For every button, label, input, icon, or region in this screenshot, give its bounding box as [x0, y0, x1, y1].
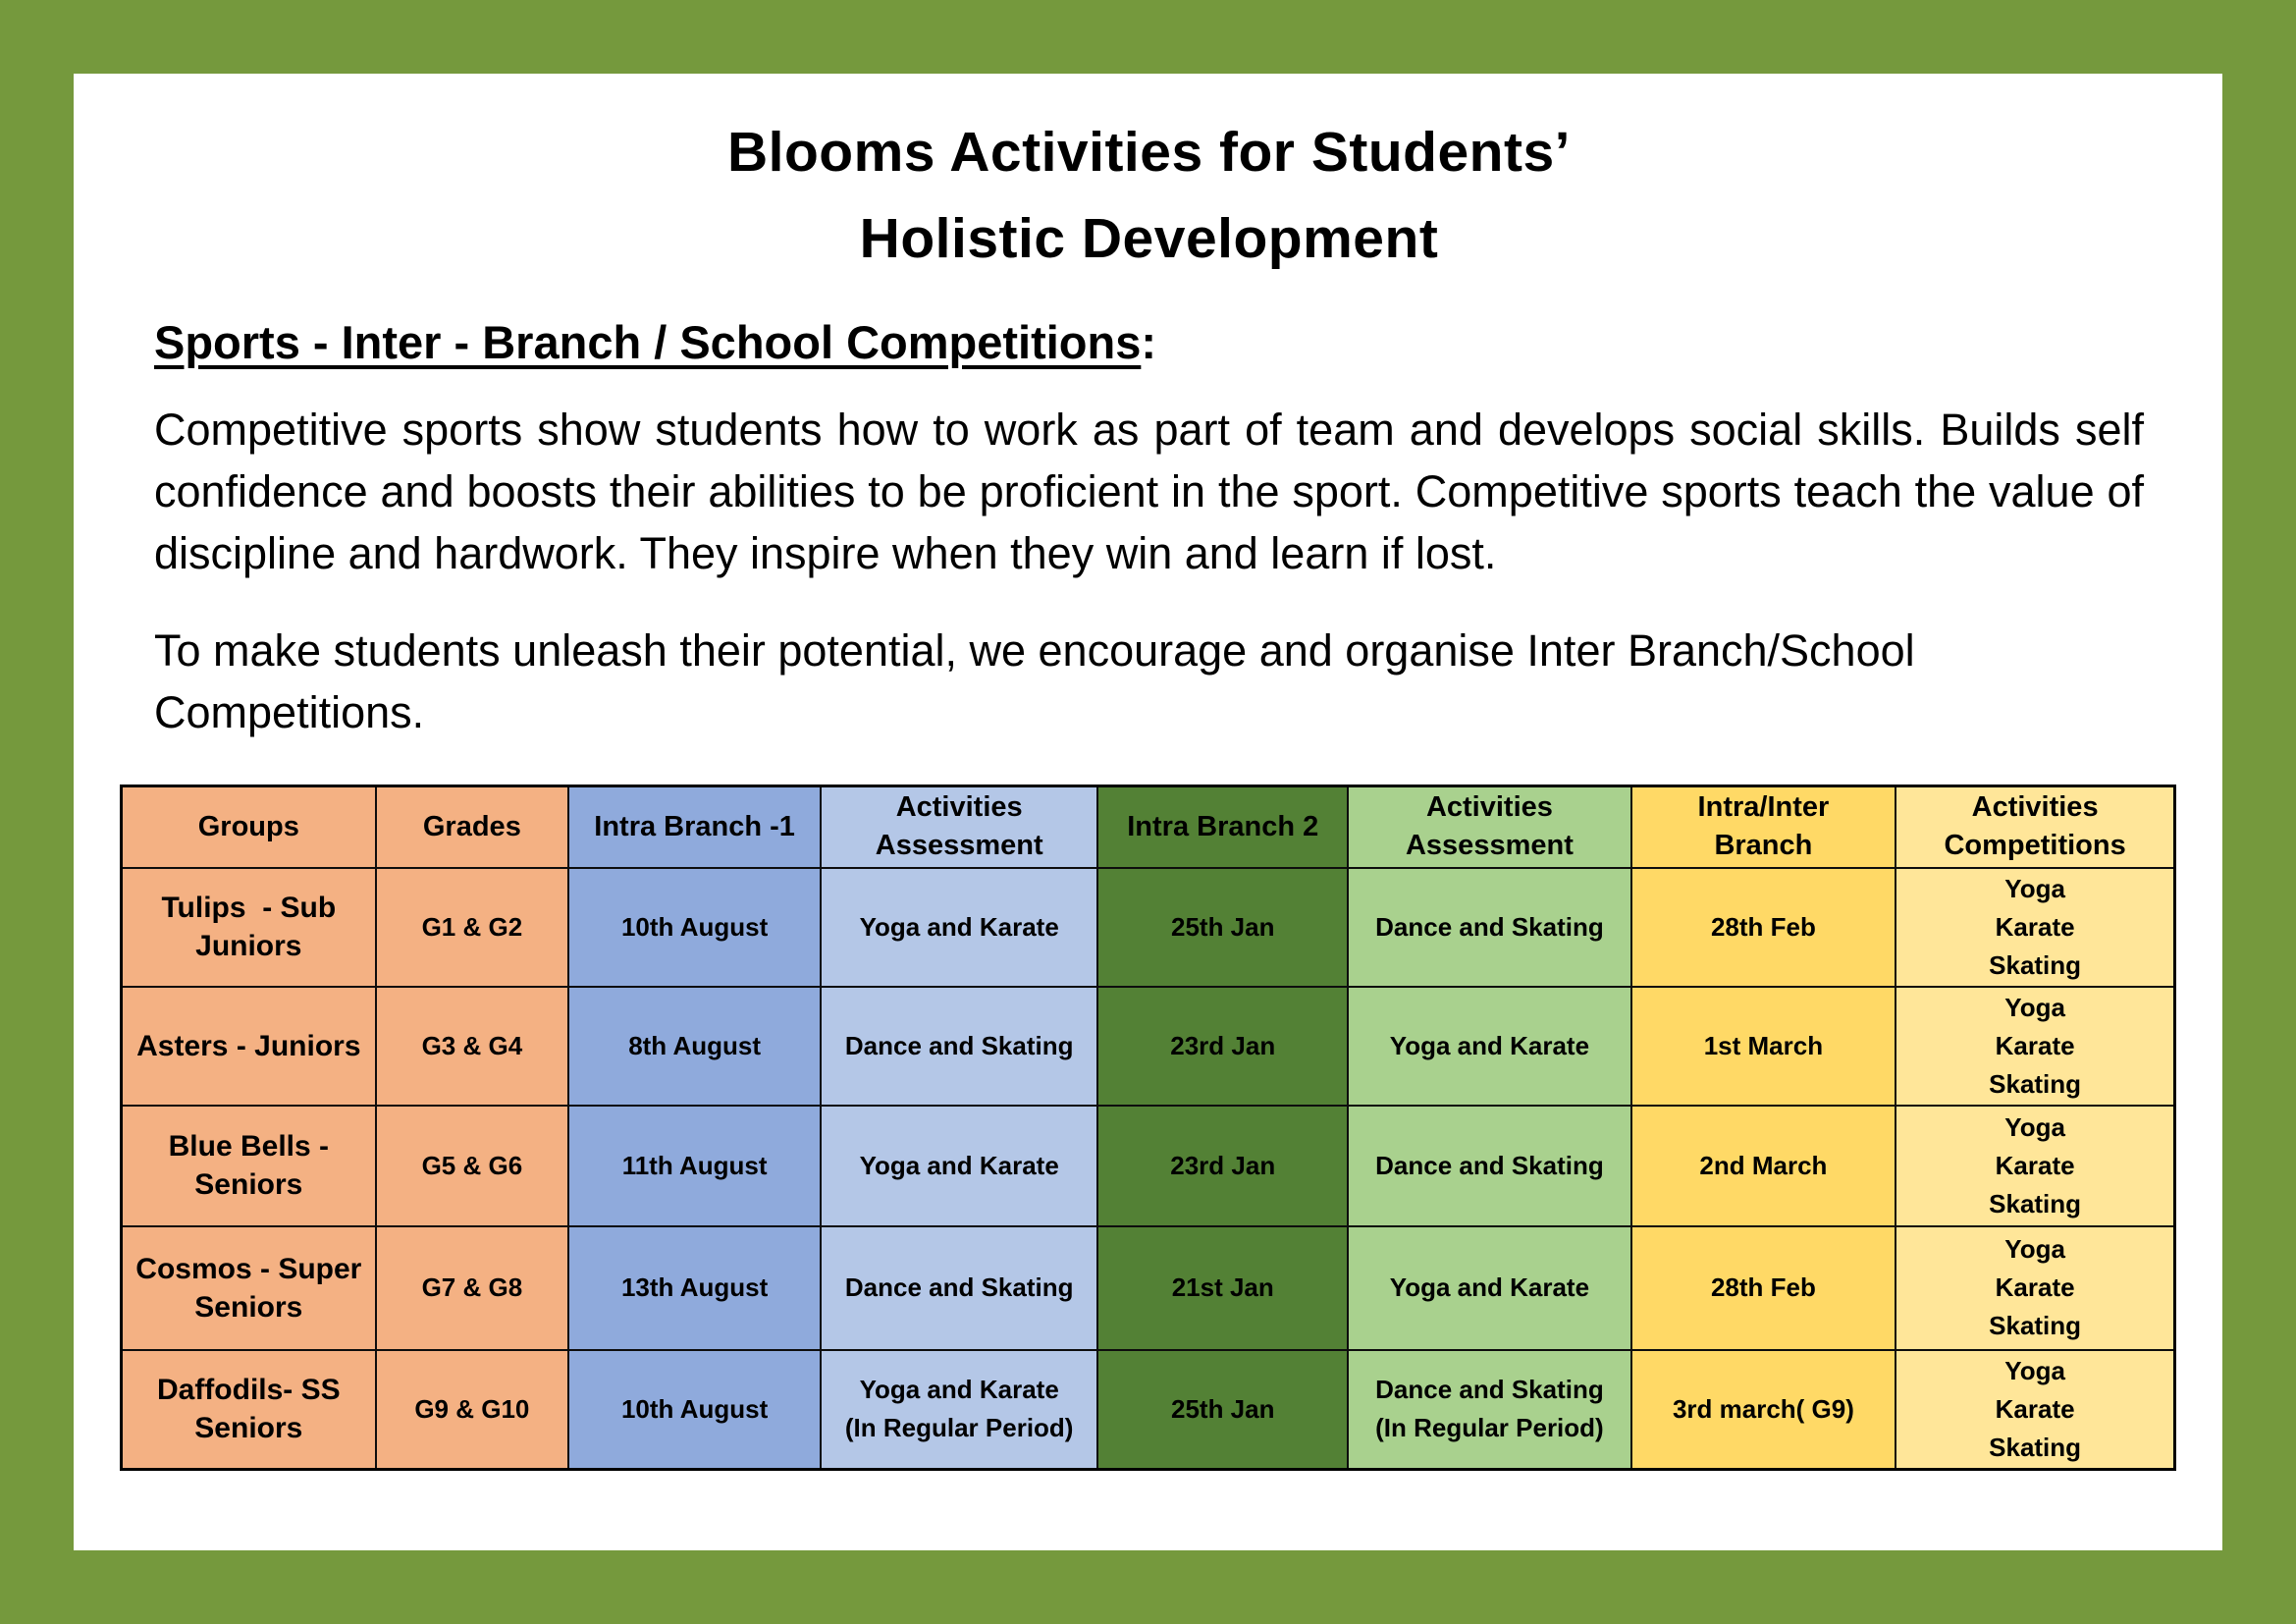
cell-line: Yoga and Karate: [859, 1375, 1059, 1404]
cell-line: 25th Jan: [1170, 911, 1275, 942]
cell-line: G5 & G6: [421, 1150, 523, 1180]
cell-line: Karate: [1995, 1150, 2075, 1180]
header-row: [122, 786, 2175, 868]
table-cell: [1097, 1350, 1348, 1470]
cell-line: 23rd Jan: [1170, 1030, 1276, 1060]
competitions-schedule-table: [120, 785, 2176, 1471]
cell-line: Skating: [1989, 949, 2082, 980]
cell-line: Blue Bells -: [168, 1130, 329, 1163]
header-cell: [821, 786, 1097, 868]
table-cell: [1348, 1106, 1630, 1226]
table-cell: [1348, 868, 1630, 987]
cell-line: 23rd Jan: [1170, 1150, 1276, 1180]
header-cell: [122, 786, 376, 868]
table-row: [122, 1350, 2175, 1470]
table-cell: [1896, 1350, 2174, 1470]
table-cell: [568, 1226, 821, 1350]
group-cell: [122, 868, 376, 987]
cell-line: Yoga and Karate: [859, 1150, 1059, 1180]
cell-line: Assessment: [875, 830, 1043, 862]
cell-line: 25th Jan: [1170, 1393, 1275, 1424]
cell-line: 10th August: [620, 1393, 769, 1424]
table-cell: [821, 987, 1097, 1106]
cell-line: Skating: [1989, 1432, 2082, 1462]
table-cell: [1896, 868, 2174, 987]
cell-line: 11th August: [621, 1150, 768, 1180]
cell-line: 3rd march( G9): [1672, 1393, 1854, 1424]
table-cell: [1896, 1226, 2174, 1350]
cell-line: Yoga: [2004, 1111, 2065, 1142]
group-cell: [122, 1106, 376, 1226]
cell-line: Dance and Skating: [844, 1030, 1074, 1060]
cell-line: G9 & G10: [414, 1393, 530, 1424]
page-title-line-2: Holistic Development: [859, 207, 1439, 270]
cell-line: Yoga and Karate: [1389, 1030, 1590, 1060]
cell-line: G7 & G8: [421, 1272, 523, 1302]
page-title: [154, 109, 2144, 282]
table-cell: [1348, 1350, 1630, 1470]
page-title-line-1: Blooms Activities for Students’: [726, 121, 1571, 184]
cell-line: Seniors: [194, 1168, 303, 1201]
table-body: [122, 868, 2175, 1470]
table-cell: [1631, 1226, 1896, 1350]
cell-line: Yoga: [2004, 1355, 2065, 1385]
table-row: [122, 868, 2175, 987]
table-cell: [1631, 1350, 1896, 1470]
cell-line: Competitions: [1944, 830, 2126, 862]
cell-line: Tulips - Sub: [161, 892, 337, 924]
cell-line: Skating: [1989, 1068, 2082, 1099]
table-cell: [1348, 987, 1630, 1106]
cell-line: Grades: [422, 810, 521, 842]
header-cell: [1348, 786, 1630, 868]
table-cell: [1896, 1106, 2174, 1226]
cell-line: Yoga and Karate: [1389, 1272, 1590, 1302]
cell-line: Yoga: [2004, 992, 2065, 1022]
table-cell: [1631, 987, 1896, 1106]
cell-line: G1 & G2: [421, 911, 523, 942]
cell-line: Dance and Skating: [844, 1272, 1074, 1302]
cell-line: Groups: [197, 810, 299, 842]
cell-line: Activities: [895, 791, 1023, 824]
cell-line: 13th August: [620, 1272, 769, 1302]
cell-line: Intra/Inter: [1697, 791, 1830, 824]
table-cell: [1631, 868, 1896, 987]
cell-line: (In Regular Period): [844, 1413, 1074, 1442]
cell-line: Skating: [1989, 1188, 2082, 1218]
table-cell: [376, 1226, 568, 1350]
table-cell: [376, 868, 568, 987]
table-cell: [376, 987, 568, 1106]
header-cell: [568, 786, 821, 868]
cell-line: Activities: [1971, 791, 2099, 824]
header-cell: [1631, 786, 1896, 868]
section-heading-colon: :: [1141, 316, 1156, 368]
header-cell: [1896, 786, 2174, 868]
cell-line: Cosmos - Super: [135, 1252, 362, 1285]
cell-line: Juniors: [195, 930, 302, 962]
cell-line: 1st March: [1703, 1030, 1824, 1060]
table-cell: [568, 1350, 821, 1470]
group-cell: [122, 1226, 376, 1350]
cell-line: Branch: [1714, 830, 1813, 862]
cell-line: Dance and Skating: [1375, 1375, 1604, 1404]
table-cell: [568, 868, 821, 987]
table-cell: [1097, 1226, 1348, 1350]
table-cell: [1097, 987, 1348, 1106]
cell-line: Yoga: [2004, 873, 2065, 903]
cell-line: Seniors: [194, 1412, 303, 1444]
section-heading-text: Sports - Inter - Branch / School Competitions: [154, 316, 1142, 368]
cell-line: Seniors: [194, 1290, 303, 1324]
cell-line: Intra Branch -1: [594, 810, 795, 842]
competitions-paragraph: To make students unleash their potential, we encourage and organise Inter Branch/School Competitions.: [154, 625, 1915, 737]
table-row: [122, 1106, 2175, 1226]
table-header-row: [122, 786, 2175, 868]
cell-line: Dance and Skating: [1375, 911, 1604, 942]
cell-line: 28th Feb: [1710, 1272, 1816, 1302]
cell-line: Intra Branch 2: [1127, 810, 1319, 842]
cell-line: G3 & G4: [421, 1030, 523, 1060]
table-cell: [1097, 868, 1348, 987]
header-cell: [376, 786, 568, 868]
table-cell: [1896, 987, 2174, 1106]
group-cell: [122, 1350, 376, 1470]
table-row: [122, 987, 2175, 1106]
table-cell: [376, 1350, 568, 1470]
table-cell: [1097, 1106, 1348, 1226]
cell-line: Skating: [1989, 1311, 2082, 1340]
table-cell: [821, 1226, 1097, 1350]
cell-line: 8th August: [628, 1030, 761, 1060]
table-cell: [1631, 1106, 1896, 1226]
cell-line: Daffodils- SS: [156, 1374, 341, 1406]
cell-line: 28th Feb: [1710, 911, 1816, 942]
cell-line: 2nd March: [1699, 1150, 1828, 1180]
cell-line: Karate: [1995, 1030, 2075, 1060]
header-cell: [1097, 786, 1348, 868]
table-cell: [1348, 1226, 1630, 1350]
section-heading: [154, 315, 2144, 369]
table-cell: [821, 1106, 1097, 1226]
cell-line: Karate: [1995, 911, 2075, 942]
cell-line: Karate: [1995, 1393, 2075, 1424]
table-row: [122, 1226, 2175, 1350]
table-cell: [568, 987, 821, 1106]
cell-line: Yoga and Karate: [859, 911, 1059, 942]
table-cell: [376, 1106, 568, 1226]
cell-line: 10th August: [620, 911, 769, 942]
table-cell: [821, 1350, 1097, 1470]
group-cell: [122, 987, 376, 1106]
cell-line: (In Regular Period): [1375, 1413, 1604, 1442]
intro-paragraph: Competitive sports show students how to work as part of team and develops social skills. Builds self confidence and boosts their abilities to be proficient in the sport. Competitive sports teach the value of discipline and hardwork. They inspire when they win and learn if lost.: [154, 405, 2144, 578]
cell-line: Dance and Skating: [1375, 1150, 1604, 1180]
cell-line: Asters - Juniors: [136, 1029, 361, 1062]
table-cell: [821, 868, 1097, 987]
slide-canvas: [74, 74, 2222, 1550]
cell-line: Assessment: [1405, 830, 1574, 862]
cell-line: 21st Jan: [1171, 1272, 1274, 1302]
cell-line: Activities: [1425, 791, 1553, 824]
cell-line: Karate: [1995, 1272, 2075, 1302]
cell-line: Yoga: [2004, 1234, 2065, 1264]
table-cell: [568, 1106, 821, 1226]
